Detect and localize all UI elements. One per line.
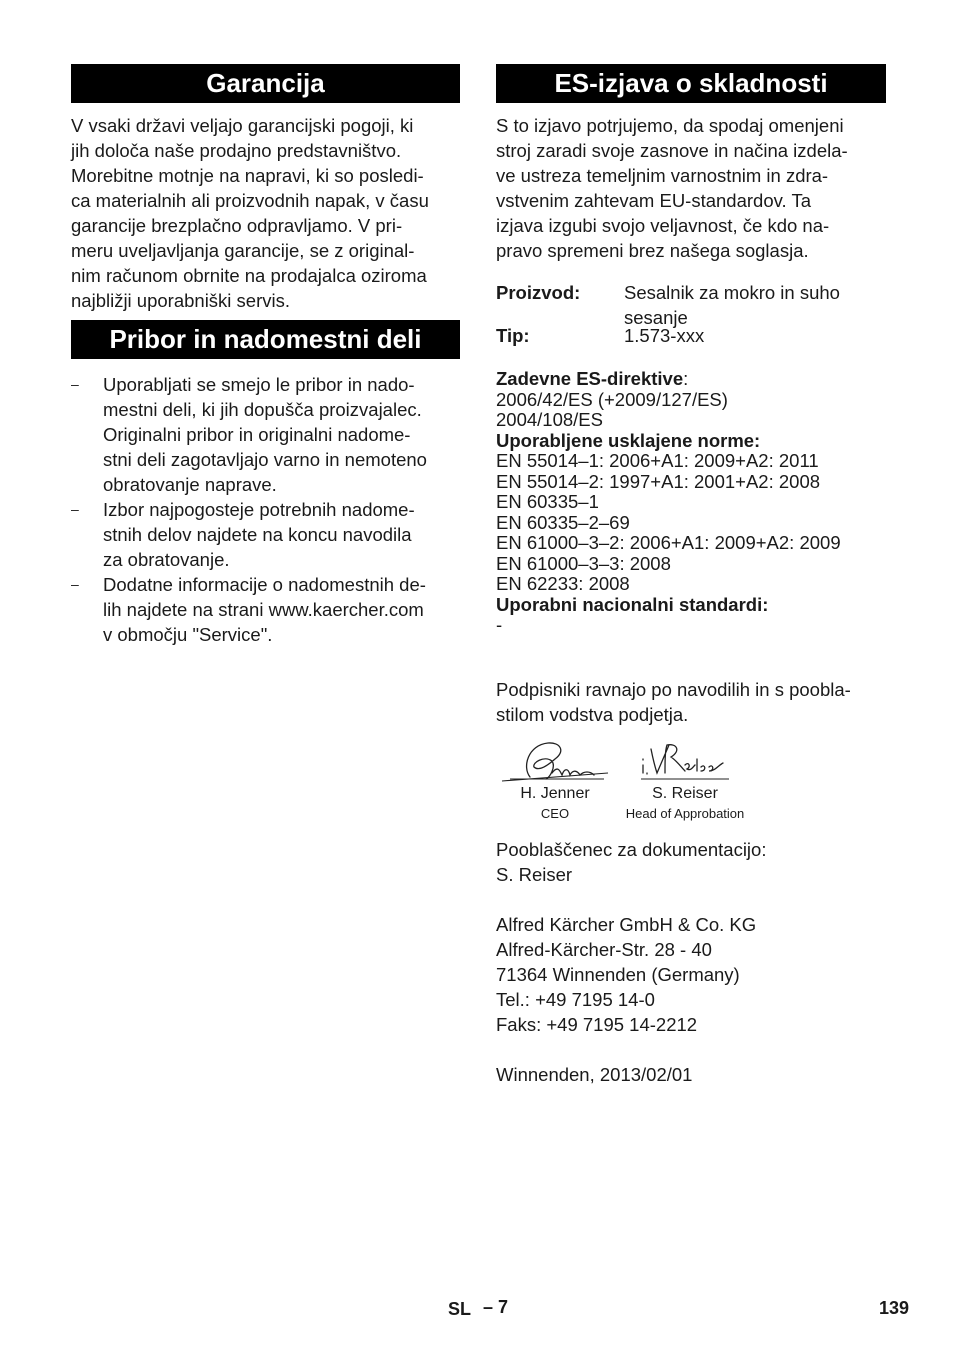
text-line: Uporabljati se smejo le pribor in nado- [103, 374, 415, 395]
text-line: Alfred-Kärcher-Str. 28 - 40 [496, 938, 712, 960]
directives-colon: : [683, 368, 689, 389]
accessories-list [71, 372, 460, 647]
text-line: obratovanje naprave. [103, 474, 277, 495]
text-line: lih najdete na strani www.kaercher.com [103, 599, 424, 620]
bullet-dash: – [71, 501, 79, 517]
text-line: Originalni pribor in originalni nadome- [103, 424, 411, 445]
signatory-title: Head of Approbation [625, 805, 745, 821]
left-column [71, 64, 460, 647]
product-row [496, 280, 886, 330]
list-item [71, 497, 460, 572]
directives-label: Zadevne ES-direktive [496, 368, 684, 389]
text-line: najbližji uporabniški servis. [71, 290, 291, 311]
documentation-authority [496, 837, 886, 887]
text-line: za obratovanje. [103, 549, 230, 570]
text-line: Podpisniki ravnajo po navodilih in s poobla- [496, 678, 851, 700]
national-standards-label: Uporabni nacionalni standardi: [496, 593, 769, 615]
handwritten-signature-reiser [635, 737, 735, 785]
text-line: Dodatne informacije o nadomestnih de- [103, 574, 426, 595]
product-label: Proizvod: [496, 282, 581, 303]
signatory-name: S. Reiser [652, 784, 718, 802]
text-line: Faks: +49 7195 14-2212 [496, 1013, 698, 1035]
norm-item: EN 61000–3–2: 2006+A1: 2009+A2: 2009 [496, 532, 841, 553]
signature-jenner [500, 737, 610, 822]
text-line: stnih delov najdete na koncu navodila [103, 524, 412, 545]
declaration-heading: ES-izjava o skladnosti [496, 64, 886, 103]
norm-item: EN 60335–2–69 [496, 511, 630, 533]
text-line: stilom vodstva podjetja. [496, 703, 689, 725]
directive-item: 2006/42/ES (+2009/127/ES) [496, 388, 728, 410]
text-line: ca materialnih ali proizvodnih napak, v času [71, 190, 429, 211]
text-line: meru uveljavljanja garancije, se z original- [71, 240, 415, 261]
national-standards-value: - [496, 614, 503, 635]
accessories-heading: Pribor in nadomestni deli [71, 320, 460, 359]
signature-reiser [620, 737, 750, 822]
signatory-name: H. Jenner [520, 784, 590, 802]
bullet-dash: – [71, 376, 79, 392]
signatures [496, 737, 886, 837]
declaration-intro [496, 113, 886, 263]
footer-language: SL [448, 1299, 472, 1319]
text-line: izjava izgubi svojo veljavnost, če kdo na- [496, 215, 830, 236]
type-value: 1.573-xxx [624, 325, 705, 346]
directive-item: 2004/108/ES [496, 409, 603, 430]
text-line: Pooblaščenec za dokumentacijo: [496, 838, 767, 860]
footer-local-page: – 7 [483, 1297, 509, 1317]
list-item [71, 372, 460, 497]
text-line: V vsaki državi veljajo garancijski pogoji, ki [71, 115, 414, 136]
norm-item: EN 55014–2: 1997+A1: 2001+A2: 2008 [496, 470, 821, 492]
text-line: sesanje [624, 307, 688, 328]
text-line: ve ustreza temeljnim varnostnim in zdra- [496, 165, 829, 186]
text-line: vstvenim zahtevam EU-standardov. Ta [496, 190, 811, 211]
norm-item: EN 62233: 2008 [496, 573, 630, 594]
text-line: Morebitne motnje na napravi, ki so posledi- [71, 165, 424, 186]
handwritten-signature-jenner [500, 737, 610, 785]
bullet-dash: – [71, 576, 79, 592]
norms-label: Uporabljene usklajene norme: [496, 429, 761, 451]
text-line: v območju "Service". [103, 624, 273, 645]
warranty-text [71, 113, 460, 313]
directives-heading [496, 369, 886, 390]
text-line: Alfred Kärcher GmbH & Co. KG [496, 913, 757, 935]
text-line: S to izjavo potrjujemo, da spodaj omenjeni [496, 115, 844, 136]
norm-item: EN 61000–3–3: 2008 [496, 552, 671, 574]
text-line: jih določa naše prodajno predstavništvo. [71, 140, 402, 161]
text-line: Tel.: +49 7195 14-0 [496, 988, 655, 1010]
text-line: garancije brezplačno odpravljamo. V pri- [71, 215, 403, 236]
norm-item: EN 60335–1 [496, 491, 599, 512]
text-line: stroj zaradi svoje zasnove in načina izdela- [496, 140, 848, 161]
footer-page-number: 139 [879, 1298, 910, 1318]
text-line: Sesalnik za mokro in suho [624, 282, 840, 303]
text-line: stni deli zagotavljajo varno in nemoteno [103, 449, 427, 470]
text-line: mestni deli, ki jih dopušča proizvajalec. [103, 399, 422, 420]
text-line: nim računom obrnite na prodajalca oziroma [71, 265, 427, 286]
right-column [496, 64, 886, 1087]
company-address [496, 912, 886, 1037]
warranty-heading: Garancija [71, 64, 460, 103]
product-value [624, 280, 840, 330]
text-line: pravo spremeni brez našega soglasja. [496, 240, 809, 261]
directives-block [496, 369, 886, 636]
place-date: Winnenden, 2013/02/01 [496, 1063, 693, 1085]
list-item [71, 572, 460, 647]
norm-item: EN 55014–1: 2006+A1: 2009+A2: 2011 [496, 450, 819, 471]
type-label: Tip: [496, 325, 530, 346]
text-line: S. Reiser [496, 863, 573, 885]
signing-note [496, 677, 886, 727]
text-line: 71364 Winnenden (Germany) [496, 963, 740, 985]
text-line: Izbor najpogosteje potrebnih nadome- [103, 499, 415, 520]
signatory-title: CEO [540, 805, 570, 821]
